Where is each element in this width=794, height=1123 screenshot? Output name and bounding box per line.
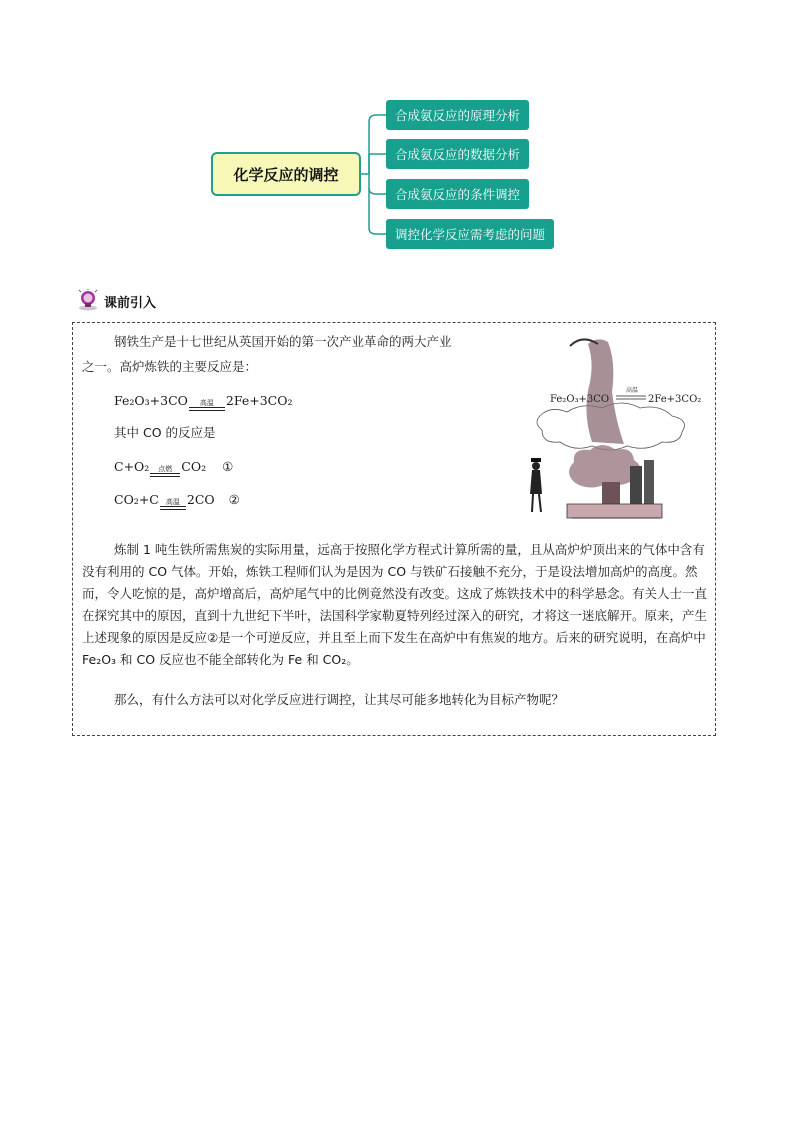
equation-1-right: CO₂ bbox=[181, 459, 207, 474]
mindmap-branch-issues bbox=[386, 219, 554, 249]
equation-2-number: ② bbox=[228, 492, 240, 507]
mindmap-root-label: 化学反应的调控 bbox=[233, 165, 339, 184]
equation-main-condition: 高温 bbox=[199, 399, 214, 407]
illustration-eq-left: Fe₂O₃+3CO bbox=[550, 394, 610, 405]
equation-1-number: ① bbox=[222, 459, 234, 474]
intro-paragraph-1: 钢铁生产是十七世纪从英国开始的第一次产业革命的两大产业 bbox=[114, 334, 452, 349]
branch-label: 调控化学反应需考虑的问题 bbox=[395, 227, 546, 242]
branch-label: 合成氨反应的数据分析 bbox=[395, 147, 521, 162]
intro-paragraph-3: 炼制 1 吨生铁所需焦炭的实际用量，远高于按照化学方程式计算所需的量，且从高炉炉顶出来的气体中含有没有利用的 CO 气体。开始，炼铁工程师们认为是因为 CO 与铁矿石接触不充分，于是设法增加高炉的高度。然而，令人吃惊的是，高炉增高后，高炉尾气中的比例竟然没有改变。这成了炼铁技术中的科学悬念。有关人士一直在探究其中的原因，直到十九世纪下半叶，法国科学家勒夏特列经过深入的研究，才将这一迷底解开。原来，产生上述现象的原因是反应②是一个可逆反应，并且至上而下发生在高炉中有焦炭的地方。后来的研究说明，在高炉中 Fe₂O₃ 和 CO 反应也不能全部转化为 Fe 和 CO₂。 bbox=[82, 542, 708, 667]
equation-main-left: Fe₂O₃+3CO bbox=[114, 393, 188, 408]
mindmap-root bbox=[211, 152, 361, 196]
mindmap-branch-principle bbox=[386, 100, 529, 130]
equation-2-condition: 高温 bbox=[165, 498, 180, 506]
intro-paragraph-1b: 之一。高炉炼铁的主要反应是： bbox=[82, 359, 258, 374]
equation-2 bbox=[114, 492, 240, 510]
illustration-eq-right: 2Fe+3CO₂ bbox=[648, 394, 702, 405]
equation-main bbox=[114, 393, 293, 411]
lightbulb-icon bbox=[78, 289, 98, 311]
equation-main-right: 2Fe+3CO₂ bbox=[225, 393, 293, 408]
branch-label: 合成氨反应的原理分析 bbox=[395, 108, 521, 123]
intro-paragraph-2: 其中 CO 的反应是 bbox=[114, 425, 216, 440]
mindmap-branch-data bbox=[386, 139, 529, 169]
equation-2-right: 2CO bbox=[186, 492, 215, 507]
equation-1-left: C+O₂ bbox=[114, 459, 150, 474]
equation-2-left: CO₂+C bbox=[114, 492, 159, 507]
equation-1 bbox=[114, 459, 233, 477]
blast-furnace-illustration bbox=[512, 332, 708, 528]
mindmap-branch-conditions bbox=[386, 179, 529, 209]
intro-paragraph-4: 那么，有什么方法可以对化学反应进行调控，让其尽可能多地转化为目标产物呢？ bbox=[114, 692, 565, 707]
equation-1-condition: 点燃 bbox=[158, 465, 173, 473]
branch-label: 合成氨反应的条件调控 bbox=[395, 187, 521, 202]
illustration-eq-condition: 高温 bbox=[626, 387, 639, 394]
section-title: 课前引入 bbox=[104, 296, 157, 311]
